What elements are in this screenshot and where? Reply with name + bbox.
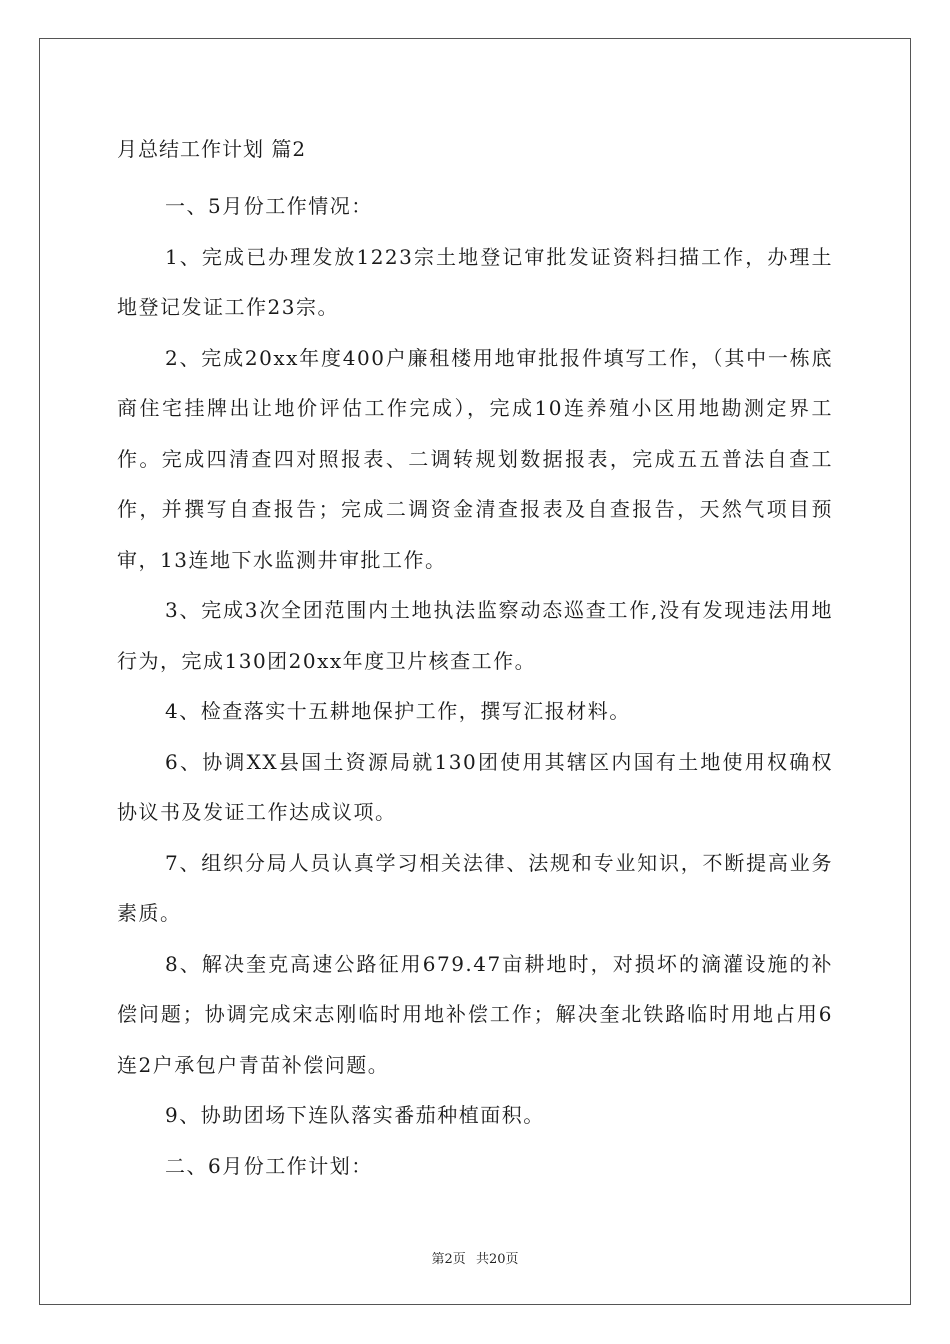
document-body bbox=[117, 131, 833, 1191]
paragraph-item-3: 3、完成3次全团范围内土地执法监察动态巡查工作,没有发现违法用地行为，完成130团20xx年度卫片核查工作。 bbox=[117, 598, 833, 673]
paragraph-item-2: 2、完成20xx年度400户廉租楼用地审批报件填写工作，（其中一栋底商住宅挂牌出让地价评估工作完成），完成10连养殖小区用地勘测定界工作。完成四清查四对照报表、二调转规划数据报表，完成五五普法自查工作，并撰写自查报告；完成二调资金清查报表及自查报告，天然气项目预审，13连地下水监测井审批工作。 bbox=[117, 345, 833, 572]
page-footer bbox=[0, 1248, 950, 1267]
paragraph-item-7: 7、组织分局人员认真学习相关法律、法规和专业知识，不断提高业务素质。 bbox=[117, 850, 833, 925]
page-number: 第2页 bbox=[431, 1252, 466, 1267]
paragraph-item-1: 1、完成已办理发放1223宗土地登记审批发证资料扫描工作，办理土地登记发证工作23宗。 bbox=[117, 244, 833, 319]
paragraph-item-9: 9、协助团场下连队落实番茄种植面积。 bbox=[165, 1103, 545, 1127]
paragraph-section-1-heading: 一、5月份工作情况： bbox=[165, 194, 373, 218]
total-pages: 共20页 bbox=[475, 1252, 519, 1267]
paragraph-item-6: 6、协调XX县国土资源局就130团使用其辖区内国有土地使用权确权协议书及发证工作达成议项。 bbox=[117, 749, 833, 824]
paragraph-section-2-heading: 二、6月份工作计划： bbox=[165, 1153, 373, 1178]
document-title: 月总结工作计划 篇2 bbox=[117, 137, 307, 161]
paragraph-item-8: 8、解决奎克高速公路征用679.47亩耕地时，对损坏的滴灌设施的补偿问题；协调完成宋志刚临时用地补偿工作；解决奎北铁路临时用地占用6连2户承包户青苗补偿问题。 bbox=[117, 951, 833, 1077]
paragraph-item-4: 4、检查落实十五耕地保护工作，撰写汇报材料。 bbox=[165, 699, 631, 723]
